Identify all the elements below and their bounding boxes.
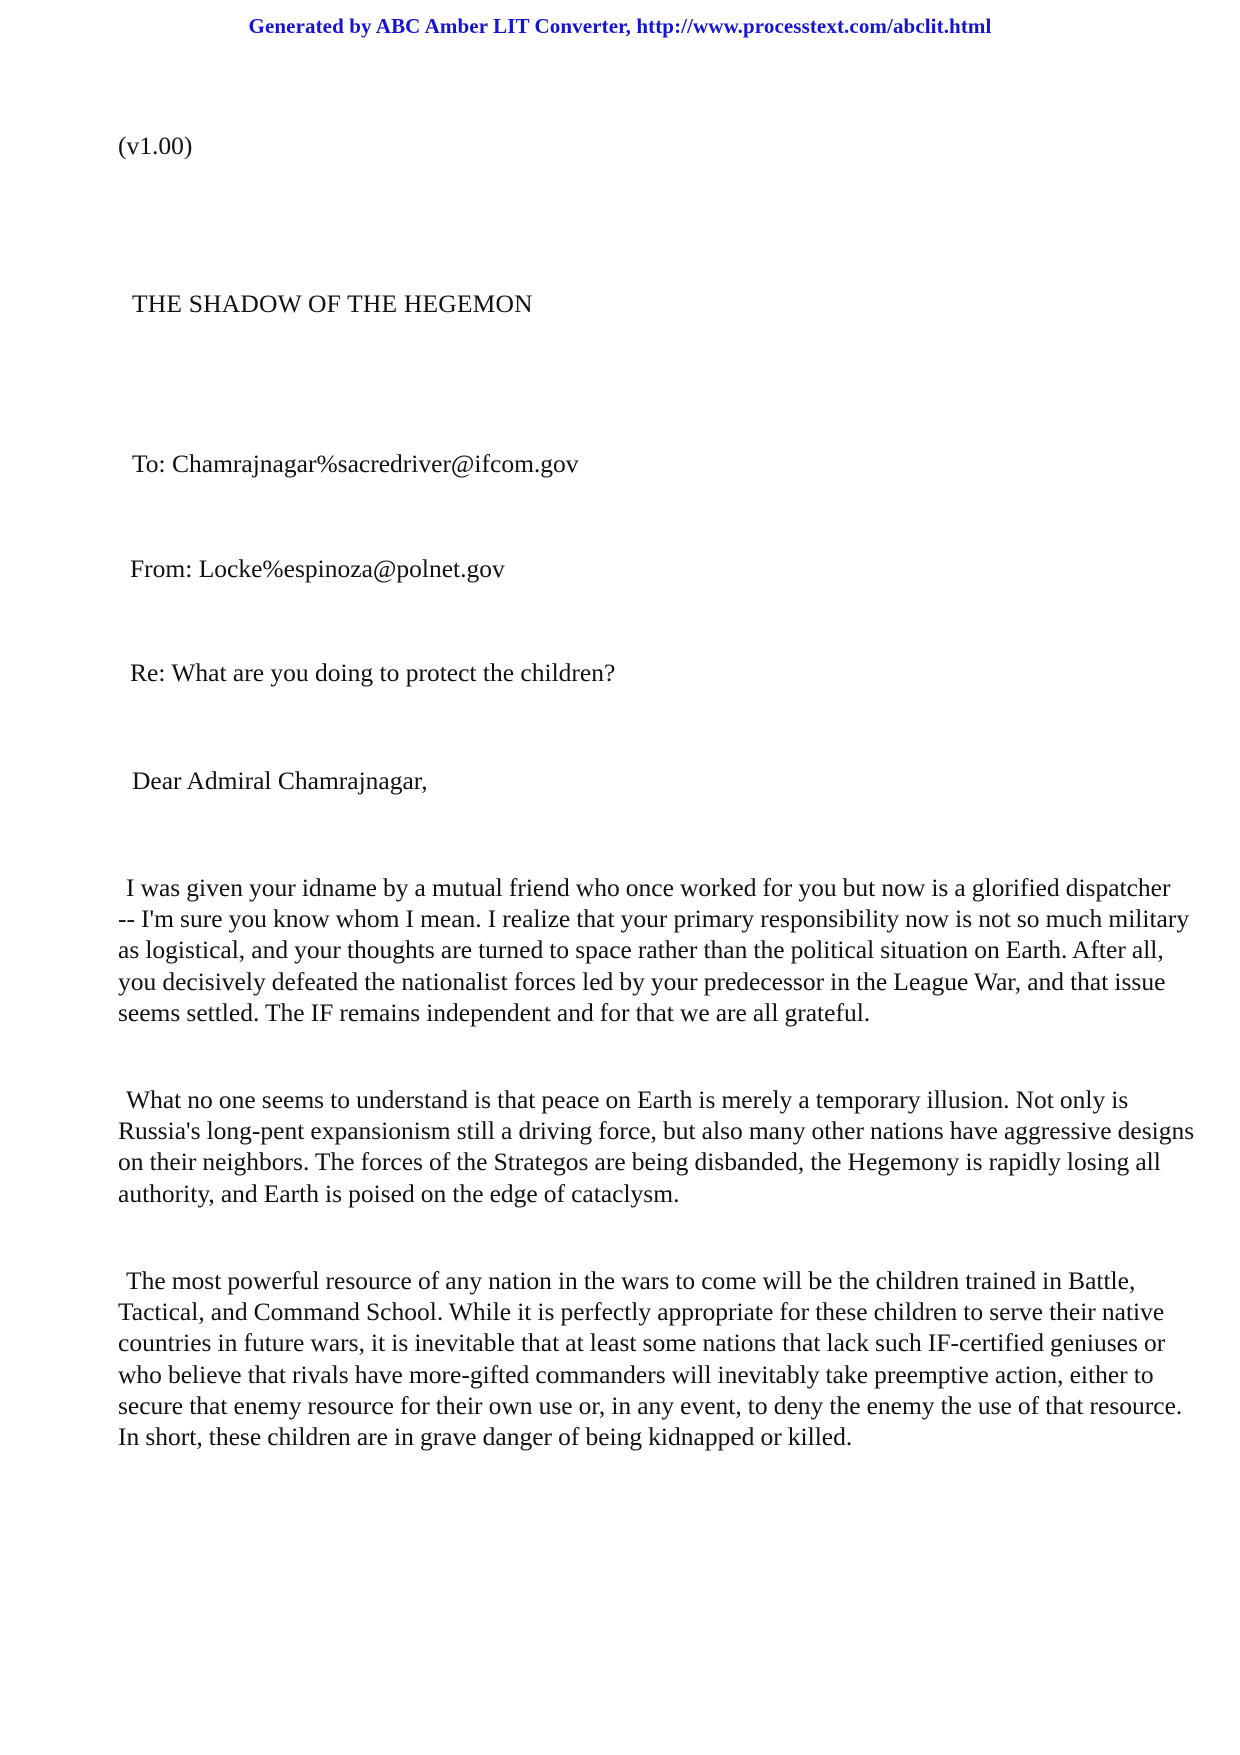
paragraph-line: who believe that rivals have more-gifted commanders will inevitably take preemptive action, either to	[118, 1359, 1154, 1389]
converter-notice-banner: Generated by ABC Amber LIT Converter, http://www.processtext.com/abclit.html	[248, 14, 992, 38]
letter-subject-field: Re: What are you doing to protect the children?	[130, 658, 616, 687]
paragraph-line: countries in future wars, it is inevitable that at least some nations that lack such IF-certified geniuses or	[118, 1328, 1166, 1358]
page-title: THE SHADOW OF THE HEGEMON	[132, 289, 533, 318]
paragraph-line: authority, and Earth is poised on the edge of cataclysm.	[118, 1178, 680, 1208]
version-label: (v1.00)	[118, 131, 193, 160]
paragraph-line: Russia's long-pent expansionism still a driving force, but also many other nations have aggressive designs	[118, 1116, 1195, 1146]
paragraph-line: you decisively defeated the nationalist forces led by your predecessor in the League War, and that issue	[118, 966, 1166, 996]
body-paragraph-3	[118, 1265, 1183, 1452]
paragraph-line: on their neighbors. The forces of the Strategos are being disbanded, the Hegemony is rapidly losing all	[118, 1147, 1161, 1177]
paragraph-line: I was given your idname by a mutual friend who once worked for you but now is a glorified dispatcher	[126, 873, 1171, 902]
paragraph-line: The most powerful resource of any nation in the wars to come will be the children trained in Battle,	[126, 1266, 1136, 1295]
paragraph-line: Tactical, and Command School. While it is perfectly appropriate for these children to serve their native	[118, 1297, 1165, 1327]
body-paragraph-2	[118, 1084, 1195, 1209]
paragraph-line: What no one seems to understand is that peace on Earth is merely a temporary illusion. Not only is	[126, 1085, 1129, 1114]
paragraph-line: as logistical, and your thoughts are turned to space rather than the political situation on Earth. After all,	[118, 935, 1164, 965]
paragraph-line: secure that enemy resource for their own use or, in any event, to deny the enemy the use of that resource.	[118, 1390, 1183, 1420]
paragraph-line: In short, these children are in grave danger of being kidnapped or killed.	[118, 1422, 853, 1452]
letter-from-field: From: Locke%espinoza@polnet.gov	[130, 554, 505, 583]
letter-to-field: To: Chamrajnagar%sacredriver@ifcom.gov	[132, 449, 579, 478]
paragraph-line: seems settled. The IF remains independent and for that we are all grateful.	[118, 997, 871, 1027]
letter-salutation: Dear Admiral Chamrajnagar,	[132, 766, 428, 795]
paragraph-line: -- I'm sure you know whom I mean. I realize that your primary responsibility now is not so much military	[118, 904, 1190, 934]
body-paragraph-1	[118, 872, 1190, 1028]
